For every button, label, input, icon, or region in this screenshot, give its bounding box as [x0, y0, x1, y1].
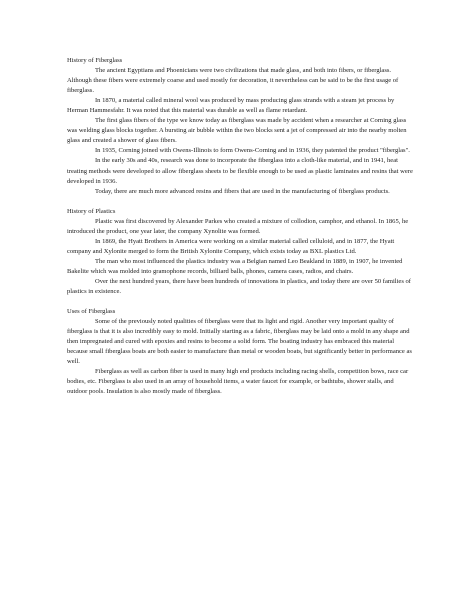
section-heading: Uses of Fiberglass [67, 308, 116, 316]
paragraph: In the early 30s and 40s, research was done to incorporate the fiberglass into a cloth-like material, and in 1941, heat treating methods were developed to allow fiberglass sheets to be flexible enough to be used as plastic laminates and resins that were developed in 1936. [67, 157, 413, 185]
paragraph: Plastic was first discovered by Alexander Parkes who created a mixture of collodion, camphor, and ethanol. In 1865, he introduced the product, one year later, the company Xynolite was formed. [67, 217, 409, 235]
section-history-of-fiberglass [67, 56, 413, 197]
paragraph: Fiberglass as well as carbon fiber is used in many high end products including racing shells, competition bows, race car bodies, etc. Fiberglass is also used in an array of household items, a water faucet for example, or bathtubs, shower stalls, and outdoor pools. Insulation is also mostly made of fiberglass. [67, 368, 409, 396]
paragraph: In 1935, Corning joined with Owens-Illinois to form Owens-Corning and in 1936, they patented the product "fiberglas". [95, 147, 410, 155]
paragraph: Some of the previously noted qualities of fiberglass were that its light and rigid. Another very important quality of fiberglass is that it is also incredibly easy to mold. Initially starting as a fabric, fiberglass may be laid onto a mold in any shape and then impregnated and cured with epoxies and resins to become a solid form. The boating industry has embraced this material because small fiberglass boats are both easier to manufacture than metal or wooden boats, but significantly better in performance as well. [67, 318, 412, 366]
paragraph: The man who most influenced the plastics industry was a Belgian named Leo Beakland in 1889, in 1907, he invented Bakelite which was molded into gramophone records, billiard balls, phones, camera cases, radios, and chairs. [67, 257, 403, 275]
section-heading: History of Fiberglass [67, 57, 123, 64]
section-history-of-plastics [67, 207, 413, 297]
paragraph: In 1869, the Hyatt Brothers in America were working on a similar material called celluloid, and in 1877, the Hyatt company and Xylonite merged to form the British Xylonite Company, which exists today as BXL plastics Ltd. [67, 237, 395, 255]
paragraph: In 1870, a material called mineral wool was produced by mass producing glass strands with a steam jet process by Herman Hammesfahr. It was noted that this material was durable as well as flame retardant. [67, 97, 395, 115]
paragraph: The ancient Egyptians and Phoenicians were two civilizations that made glass, and both into fibers, or fiberglass. Although these fibers were extremely coarse and used mostly for decoration, it nevertheless can be said to be the first usage of fiberglass. [67, 67, 399, 95]
section-uses-of-fiberglass [67, 307, 413, 397]
paragraph: Over the next hundred years, there have been hundreds of innovations in plastics, and today there are over 50 families of plastics in existence. [67, 277, 411, 296]
paragraph: Today, there are much more advanced resins and fibers that are used in the manufacturing of fiberglass products. [95, 187, 390, 195]
document-page [67, 56, 413, 408]
paragraph: The first glass fibers of the type we know today as fiberglass was made by accident when a researcher at Corning glass was welding glass blocks together. A bursting air bubble within the two blocks sent a jet of compressed air into the nearby molten glass and created a shower of glass fibers. [67, 117, 407, 145]
section-heading: History of Plastics [67, 207, 116, 215]
